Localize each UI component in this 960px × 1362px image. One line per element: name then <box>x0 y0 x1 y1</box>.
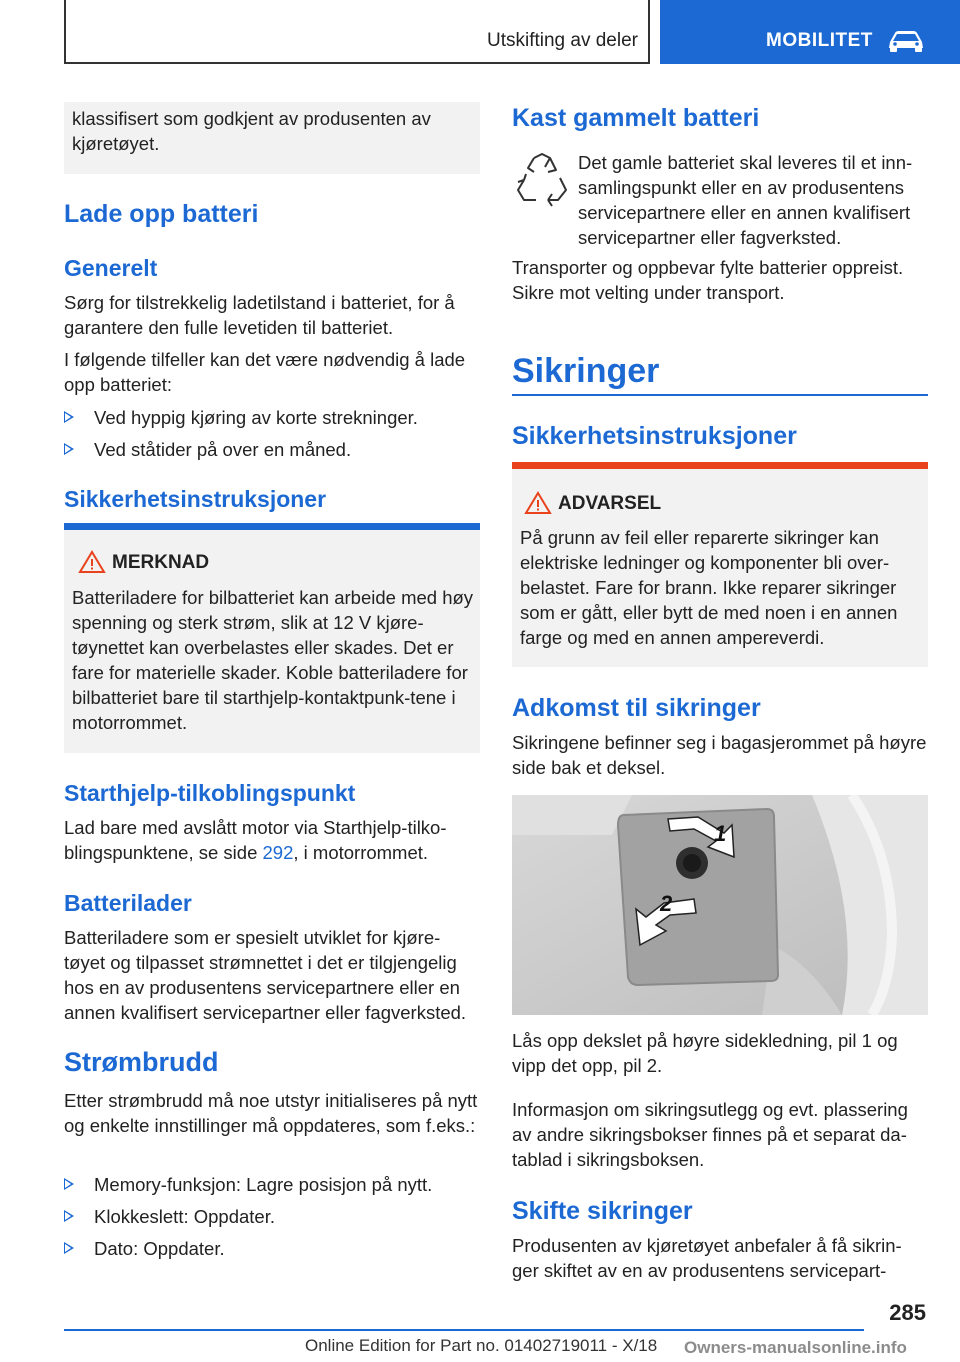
list-item: Ved ståtider på over en måned. <box>64 437 480 462</box>
bullet-triangle-icon <box>64 1178 74 1190</box>
note-text: Batteriladere for bilbatteriet kan arbeide med høy spenning og sterk strøm, slik at 12 V kjøre-tøynettet kan overbelastes eller skades. Det er fare for materielle skader. Koble batteriladere for bilbatteriet bare til starthjelp-kontaktpunk-tene i motorrommet. <box>72 587 474 733</box>
page-number: 285 <box>889 1300 926 1325</box>
heading-adkomst: Adkomst til sikringer <box>512 694 761 722</box>
car-icon <box>886 29 926 53</box>
list-item: Memory-funksjon: Lagre posisjon på nytt. <box>64 1172 480 1197</box>
paragraph: Etter strømbrudd må noe utstyr initialiseres på nytt og enkelte innstillinger må oppdateres, som f.eks.: <box>64 1090 478 1136</box>
arrow-label-2: 2 <box>660 891 673 916</box>
list-item: Klokkeslett: Oppdater. <box>64 1204 480 1229</box>
chapter-tab[interactable] <box>660 0 960 64</box>
heading-sikkerhetsinstruksjoner: Sikkerhetsinstruksjoner <box>64 486 327 512</box>
section-title: Utskifting av deler <box>486 30 638 51</box>
divider <box>512 394 928 396</box>
paragraph: Produsenten av kjøretøyet anbefaler å få sikrin-ger skiftet av en av produsentens servicepart- <box>512 1235 902 1281</box>
paragraph-kast: Det gamle batteriet skal leveres til et inn-samlingspunkt eller en av produsentens servicepartnere eller en annen kvalifisert servicepartner eller fagverksted. <box>578 152 913 248</box>
list-item: Ved hyppig kjøring av korte strekninger. <box>64 405 480 430</box>
intro-text: klassifisert som godkjent av produsenten av kjøretøyet. <box>72 108 431 154</box>
chapter-tab-label: MOBILITET <box>766 30 873 51</box>
note-box <box>64 523 480 753</box>
bullet-triangle-icon <box>64 443 74 455</box>
paragraph: Lad bare med avslått motor via Starthjelp-tilko-blingspunktene, se side 292, i motorrommet. <box>64 817 447 863</box>
intro-box <box>64 102 480 174</box>
heading-kast-gammelt-batteri: Kast gammelt batteri <box>512 104 760 132</box>
recycle-icon <box>512 150 572 208</box>
paragraph: Informasjon om sikringsutlegg og evt. plassering av andre sikringsbokser finnes på et separat da-tablad i sikringsboksen. <box>512 1099 908 1170</box>
list-item: Dato: Oppdater. <box>64 1236 480 1261</box>
fuse-cover-illustration <box>512 795 928 1015</box>
heading-generelt: Generelt <box>64 255 158 281</box>
paragraph: Lås opp dekslet på høyre sidekledning, pil 1 og vipp det opp, pil 2. <box>512 1030 898 1076</box>
edition-text: Online Edition for Part no. 01402719011 - X/18 <box>305 1336 658 1355</box>
heading-skifte-sikringer: Skifte sikringer <box>512 1197 693 1225</box>
paragraph: Transporter og oppbevar fylte batterier oppreist. Sikre mot velting under transport. <box>512 257 904 303</box>
heading-sikkerhetsinstruksjoner: Sikkerhetsinstruksjoner <box>512 422 797 450</box>
heading-sikringer: Sikringer <box>512 352 660 390</box>
warning-box <box>512 462 928 667</box>
note-title: MERKNAD <box>112 552 210 573</box>
paragraph: Sørg for tilstrekkelig ladetilstand i batteriet, for å garantere den fulle levetiden til batteriet. <box>64 292 455 338</box>
arrow-label-1: 1 <box>714 821 727 846</box>
page-link[interactable]: 292 <box>262 842 294 863</box>
warning-triangle-icon <box>78 550 106 574</box>
heading-starthjelp: Starthjelp-tilkoblingspunkt <box>64 780 356 806</box>
paragraph: Sikringene befinner seg i bagasjerommet på høyre side bak et deksel. <box>512 732 927 778</box>
heading-lade-opp-batteri: Lade opp batteri <box>64 200 259 228</box>
heading-batterilader: Batterilader <box>64 890 192 916</box>
watermark: Owners-manualsonline.info <box>684 1338 907 1357</box>
bullet-triangle-icon <box>64 1242 74 1254</box>
warning-title: ADVARSEL <box>558 493 662 514</box>
bullet-triangle-icon <box>64 411 74 423</box>
warning-text: På grunn av feil eller reparerte sikringer kan elektriske ledninger og komponenter bli over-belastet. Fare for brann. Ikke reparer sikringer som er gått, eller bytt de med noen i en annen farge og med en annen ampereverdi. <box>520 527 898 648</box>
footer-divider <box>64 1329 864 1331</box>
bullet-triangle-icon <box>64 1210 74 1222</box>
paragraph: Batteriladere som er spesielt utviklet for kjøre-tøyet og tilpasset strømnettet i det er tilgjengelig hos en av produsentens servicepartnere eller en annen kvalifisert servicepartner eller fagverksted. <box>64 927 467 1023</box>
paragraph: I følgende tilfeller kan det være nødvendig å lade opp batteriet: <box>64 349 466 395</box>
warning-triangle-icon <box>524 491 552 515</box>
heading-stromrudd: Strømbrudd <box>64 1047 219 1077</box>
